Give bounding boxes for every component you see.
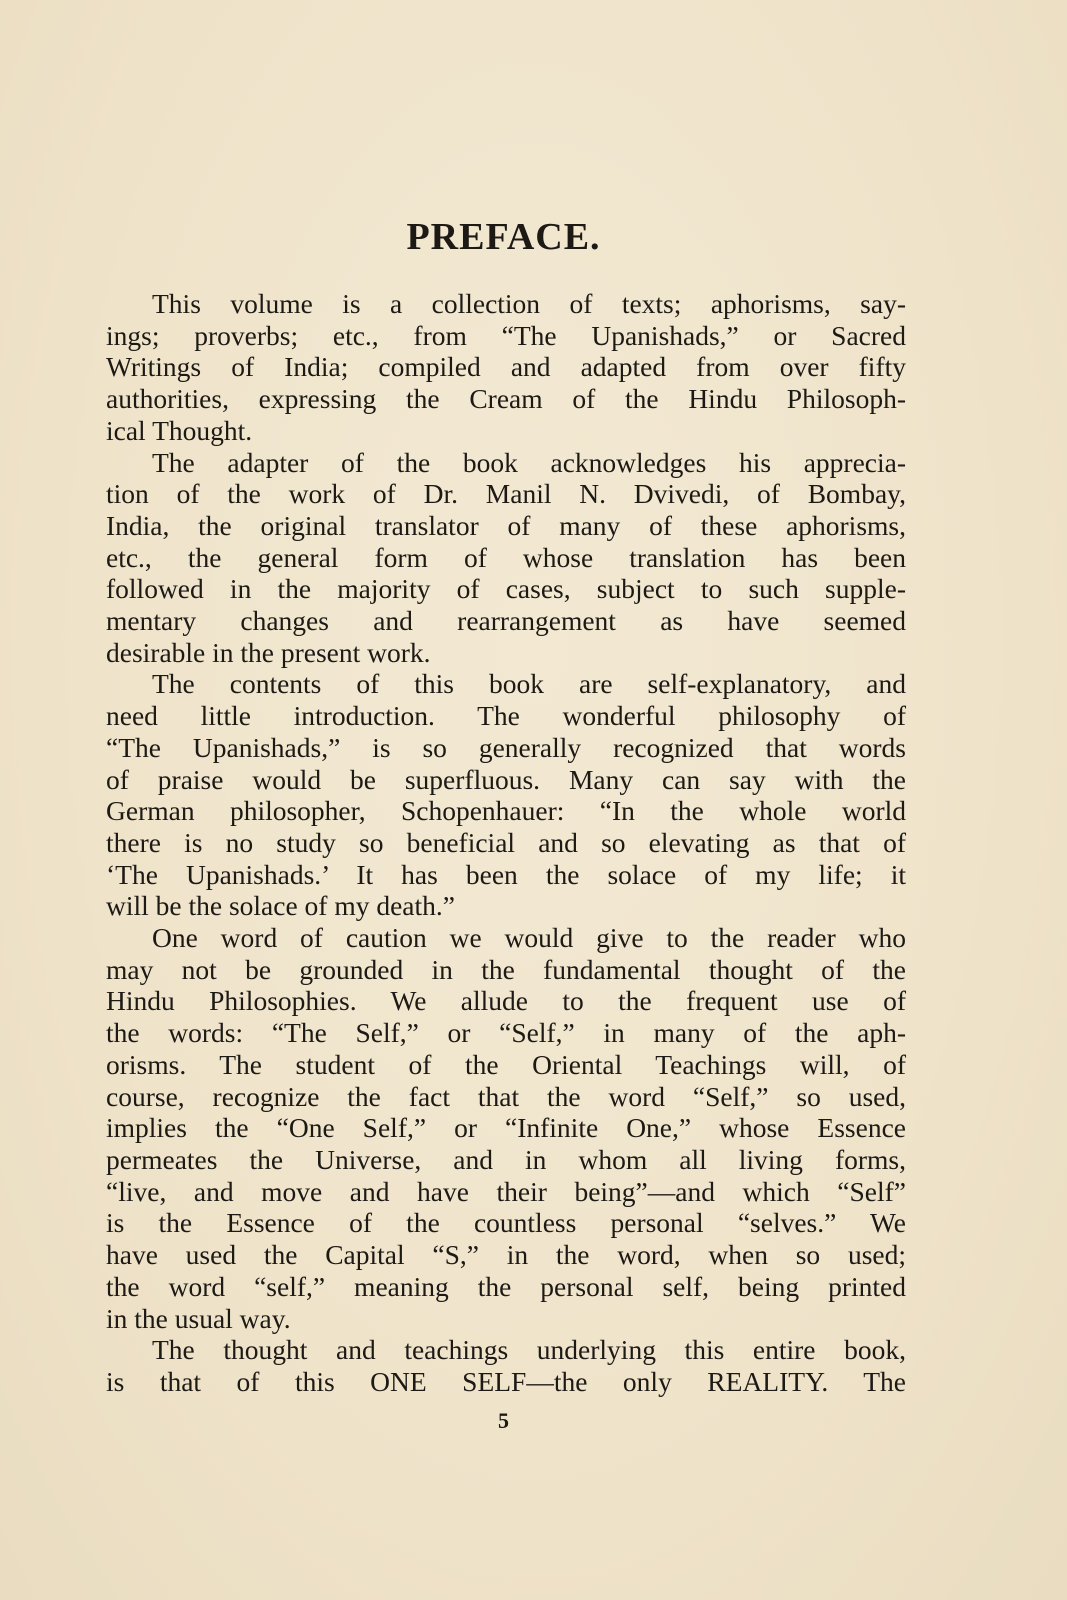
text-line: course, recognize the fact that the word “Self,” so used, [106, 1080, 906, 1112]
text-line: the word “self,” meaning the personal self, being printed [106, 1270, 906, 1302]
page-title: PREFACE. [406, 216, 601, 258]
text-line: The adapter of the book acknowledges his apprecia- [152, 446, 906, 478]
text-line: German philosopher, Schopenhauer: “In the whole world [106, 795, 906, 827]
text-line: need little introduction. The wonderful philosophy of [106, 700, 906, 732]
text-line: India, the original translator of many of these aphorisms, [106, 509, 906, 541]
text-line: will be the solace of my death.” [106, 890, 455, 922]
text-line: Writings of India; compiled and adapted from over fifty [106, 351, 906, 383]
text-line: The contents of this book are self-explanatory, and [152, 668, 906, 700]
text-line: may not be grounded in the fundamental thought of the [106, 953, 906, 985]
text-line: orisms. The student of the Oriental Teachings will, of [106, 1048, 906, 1080]
page-number: 5 [498, 1408, 509, 1433]
text-line: is the Essence of the countless personal “selves.” We [106, 1207, 906, 1239]
text-line: The thought and teachings underlying this entire book, [152, 1334, 906, 1366]
body-text [106, 288, 906, 1398]
text-line: authorities, expressing the Cream of the Hindu Philosoph- [106, 383, 906, 415]
text-line: etc., the general form of whose translation has been [106, 541, 906, 573]
text-line: “The Upanishads,” is so generally recognized that words [106, 731, 906, 763]
text-line: mentary changes and rearrangement as have seemed [106, 605, 906, 637]
text-line: permeates the Universe, and in whom all living forms, [106, 1143, 906, 1175]
text-line: ical Thought. [106, 414, 253, 446]
text-line: of praise would be superfluous. Many can say with the [106, 763, 906, 795]
text-line: This volume is a collection of texts; aphorisms, say- [152, 288, 906, 319]
text-line: implies the “One Self,” or “Infinite One,” whose Essence [106, 1112, 906, 1144]
text-line: is that of this ONE SELF—the only REALITY. The [106, 1365, 906, 1397]
text-line: desirable in the present work. [106, 636, 431, 668]
text-line: One word of caution we would give to the reader who [152, 922, 906, 954]
text-line: tion of the work of Dr. Manil N. Dvivedi, of Bombay, [106, 478, 906, 510]
text-line: “live, and move and have their being”—and which “Self” [106, 1175, 906, 1207]
text-line: Hindu Philosophies. We allude to the frequent use of [106, 985, 906, 1017]
text-line: ‘The Upanishads.’ It has been the solace of my life; it [106, 858, 906, 890]
text-line: the words: “The Self,” or “Self,” in many of the aph- [106, 1017, 906, 1049]
text-line: have used the Capital “S,” in the word, when so used; [106, 1239, 906, 1271]
text-line: followed in the majority of cases, subject to such supple- [106, 573, 906, 605]
text-line: in the usual way. [106, 1302, 291, 1334]
text-line: ings; proverbs; etc., from “The Upanishads,” or Sacred [106, 319, 906, 351]
text-line: there is no study so beneficial and so elevating as that of [106, 826, 906, 858]
